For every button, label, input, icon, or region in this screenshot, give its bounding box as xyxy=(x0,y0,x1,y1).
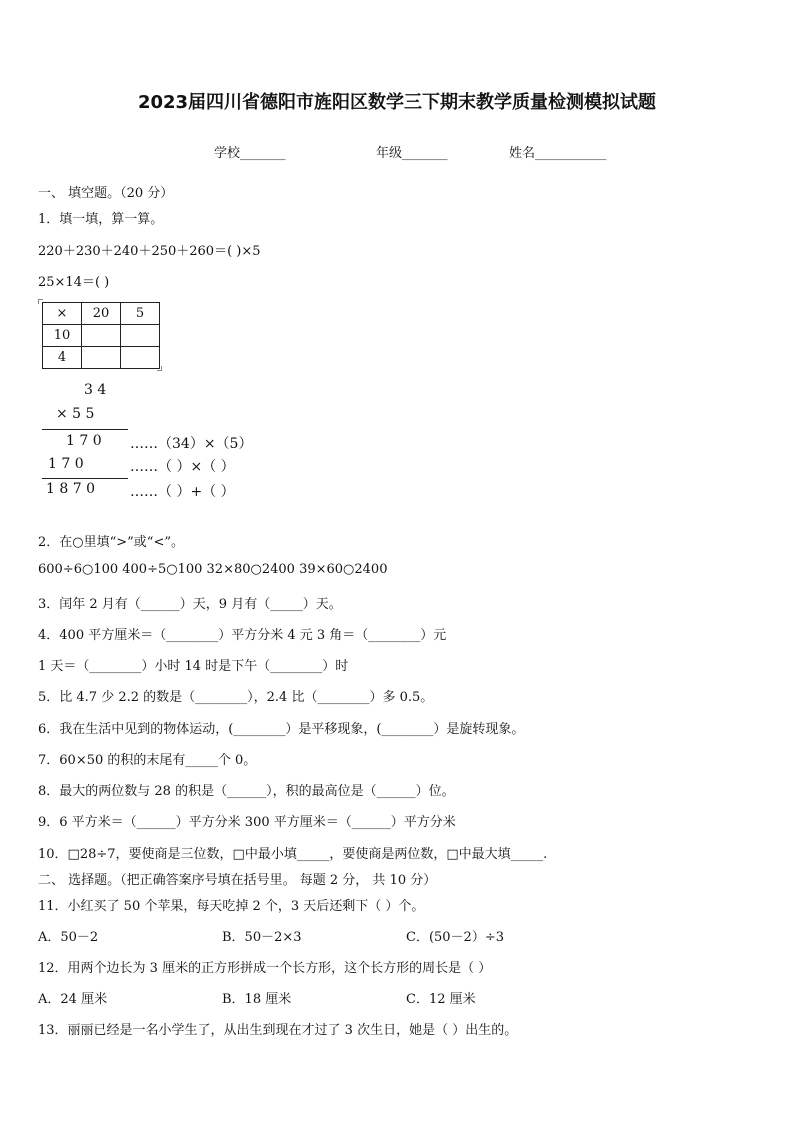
page-title: 2023届四川省德阳市旌阳区数学三下期末教学质量检测模拟试题 xyxy=(137,92,657,113)
vertical-row5: 1 8 7 0 xyxy=(46,481,95,497)
q11-option-b: B．50－2×3 xyxy=(222,930,302,945)
section-1-heading: 一、 填空题。（20 分） xyxy=(38,186,174,201)
vertical-rule xyxy=(42,478,128,479)
table-row xyxy=(43,303,160,325)
q1-title: 1．填一填，算一算。 xyxy=(38,212,164,227)
q12-option-a: A．24 厘米 xyxy=(38,992,108,1007)
q8: 8．最大的两位数与 28 的积是（______），积的最高位是（______）位。 xyxy=(38,784,455,799)
grade-field: 年级_______ xyxy=(376,146,448,161)
name-field: 姓名___________ xyxy=(509,146,607,161)
section-2-heading: 二、 选择题。（把正确答案序号填在括号里。 每题 2 分， 共 10 分） xyxy=(38,873,437,888)
q12-option-b: B．18 厘米 xyxy=(222,992,292,1007)
vertical-rule xyxy=(42,429,128,430)
vertical-row3: 1 7 0 xyxy=(66,433,102,449)
vertical-row1: 3 4 xyxy=(84,382,107,398)
vertical-note4: ……（ ）×（ ） xyxy=(130,459,235,475)
q1-line2: 25×14＝( ) xyxy=(38,275,110,290)
table-cell: 5 xyxy=(121,303,160,325)
q11-stem: 11．小红买了 50 个苹果，每天吃掉 2 个，3 天后还剩下（ ）个。 xyxy=(38,899,425,914)
vertical-note5: ……（ ）+（ ） xyxy=(130,484,235,500)
table-cell xyxy=(82,347,121,369)
q1-line1: 220＋230＋240＋250＋260＝( )×5 xyxy=(38,244,261,259)
q9: 9．6 平方米＝（______）平方分米 300 平方厘米＝（______）平方分米 xyxy=(38,815,456,830)
q11-option-c: C．(50－2）÷3 xyxy=(406,930,504,945)
table-cell xyxy=(82,325,121,347)
q5: 5．比 4.7 少 2.2 的数是（________），2.4 比（________）多 0.5。 xyxy=(38,690,434,705)
q12-option-c: C．12 厘米 xyxy=(406,992,476,1007)
table-row xyxy=(43,325,160,347)
table-cell xyxy=(121,347,160,369)
q11-option-a: A．50－2 xyxy=(38,930,99,945)
vertical-row4: 1 7 0 xyxy=(48,456,84,472)
q2-title: 2．在○里填“>”或“<”。 xyxy=(38,535,184,550)
table-cell: 4 xyxy=(43,347,82,369)
table-cell: 20 xyxy=(82,303,121,325)
multiplication-table xyxy=(42,302,160,369)
vertical-note3: ……（34）×（5） xyxy=(130,436,253,452)
table-cell xyxy=(121,325,160,347)
q13-stem: 13．丽丽已经是一名小学生了，从出生到现在才过了 3 次生日，她是（ ）出生的。 xyxy=(38,1023,518,1038)
school-field: 学校_______ xyxy=(214,146,286,161)
q7: 7．60×50 的积的末尾有_____个 0。 xyxy=(38,753,257,768)
table-cell: × xyxy=(43,303,82,325)
table-row xyxy=(43,347,160,369)
table-cell: 10 xyxy=(43,325,82,347)
q3: 3．闰年 2 月有（______）天，9 月有（_____）天。 xyxy=(38,597,342,612)
q4a: 4．400 平方厘米＝（________）平方分米 4 元 3 角＝（________）元 xyxy=(38,628,447,643)
q4b: 1 天＝（________）小时 14 时是下午（________）时 xyxy=(38,659,349,674)
corner-mark xyxy=(157,366,162,371)
q10: 10．□28÷7，要使商是三位数，□中最小填_____，要使商是两位数，□中最大填_____. xyxy=(38,847,548,862)
q2-items: 600÷6○100 400÷5○100 32×80○2400 39×60○2400 xyxy=(38,562,388,577)
q12-stem: 12．用两个边长为 3 厘米的正方形拼成一个长方形，这个长方形的周长是（ ） xyxy=(38,961,492,976)
q6: 6．我在生活中见到的物体运动，(________）是平移现象，(________）是旋转现象。 xyxy=(38,722,525,737)
vertical-row2: × 5 5 xyxy=(56,406,95,422)
